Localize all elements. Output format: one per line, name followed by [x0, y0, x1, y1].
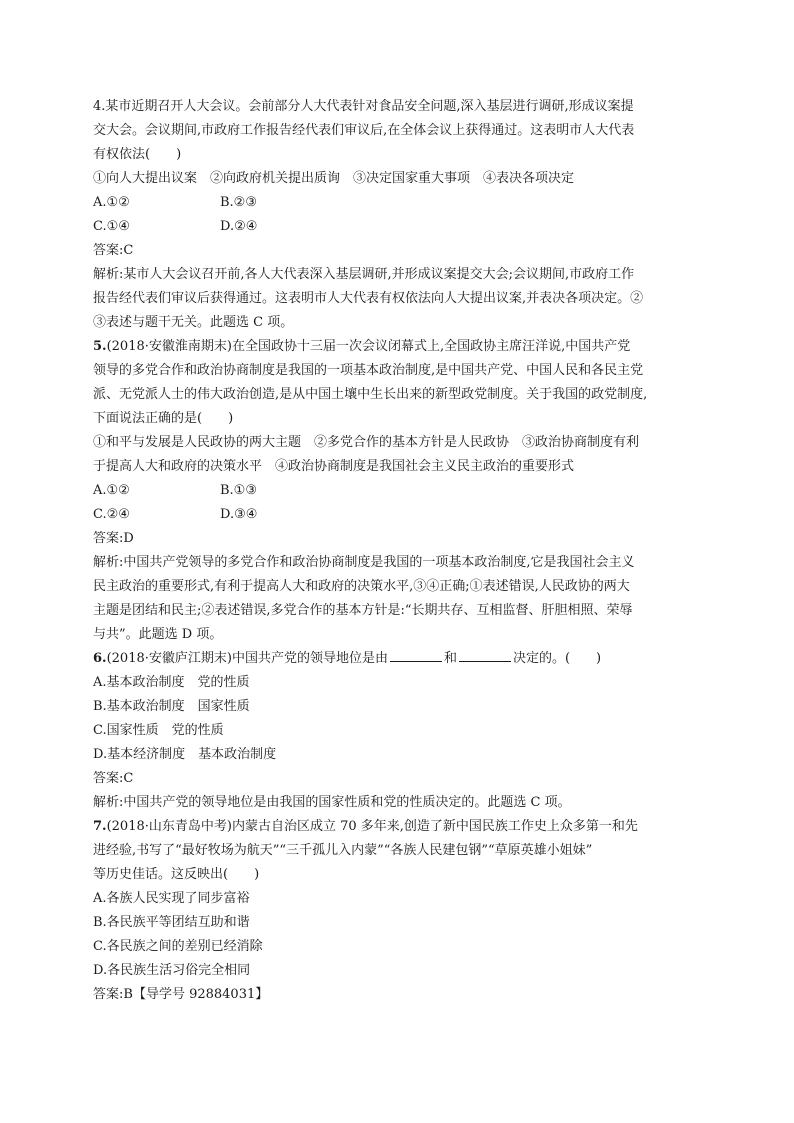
answer: 答案:D [93, 531, 134, 546]
option-a: A.各族人民实现了同步富裕 [93, 891, 250, 906]
option-b: B.各民族平等团结互助和谐 [93, 915, 250, 930]
question-stem-text: (2018·安徽庐江期末)中国共产党的领导地位是由 [106, 651, 388, 666]
question-stem-line [93, 647, 705, 671]
question-6 [93, 647, 705, 815]
question-5 [93, 335, 705, 647]
fill-blank [459, 647, 511, 662]
analysis-line: ③表述与题干无关。此题选 C 项。 [93, 315, 294, 330]
options-row [93, 191, 705, 215]
question-stem-line: 下面说法正确的是( ) [93, 411, 234, 426]
option-c: C.国家性质 党的性质 [93, 723, 224, 738]
question-items: ①向人大提出议案 ②向政府机关提出质询 ③决定国家重大事项 ④表决各项决定 [93, 171, 575, 186]
fill-blank [390, 647, 442, 662]
options-row [93, 503, 705, 527]
guide-number: 【导学号 92884031】 [132, 987, 269, 1002]
question-number: 6. [93, 651, 107, 666]
option-c: C.各民族之间的差别已经消除 [93, 939, 263, 954]
question-stem-line: 进经验,书写了“最好牧场为航天”“三千孤儿入内蒙”“各族人民建包钢”“草原英雄小姐妹” [93, 843, 593, 858]
question-items: ①和平与发展是人民政协的两大主题 ②多党合作的基本方针是人民政协 ③政治协商制度有利 [93, 435, 640, 450]
analysis-line: 与共”。此题选 D 项。 [93, 627, 223, 642]
option-c: C.②④ [93, 507, 130, 522]
question-items: 于提高人大和政府的决策水平 ④政治协商制度是我国社会主义民主政治的重要形式 [93, 459, 575, 474]
question-stem-line [93, 335, 705, 359]
analysis-line: 解析:中国共产党领导的多党合作和政治协商制度是我国的一项基本政治制度,它是我国社会主义 [93, 555, 635, 570]
analysis-line: 主题是团结和民主;②表述错误,多党合作的基本方针是:“长期共存、互相监督、肝胆相照、荣辱 [93, 603, 633, 618]
question-number: 7. [93, 819, 107, 834]
analysis-line: 报告经代表们审议后获得通过。这表明市人大代表有权依法向人大提出议案,并表决各项决定。② [93, 291, 644, 306]
answer [93, 983, 705, 1007]
options-row [93, 479, 705, 503]
option-a: A.①② [93, 483, 130, 498]
answer-text: 答案:B [93, 987, 133, 1002]
answer: 答案:C [93, 243, 134, 258]
question-stem-text: (2018·山东青岛中考)内蒙古自治区成立 70 多年来,创造了新中国民族工作史上众多第一和先 [106, 819, 638, 834]
question-7 [93, 815, 705, 1007]
question-stem-line: 派、无党派人士的伟大政治创造,是从中国土壤中生长出来的新型政党制度。关于我国的政党制度, [93, 387, 648, 402]
option-d: D.基本经济制度 基本政治制度 [93, 747, 277, 762]
question-stem-line [93, 815, 705, 839]
question-4 [93, 95, 705, 335]
question-stem-text: (2018·安徽淮南期末)在全国政协十三届一次会议闭幕式上,全国政协主席汪洋说,中国共产党 [106, 339, 631, 354]
analysis-line: 民主政治的重要形式,有利于提高人大和政府的决策水平,③④正确;①表述错误,人民政协的两大 [93, 579, 630, 594]
option-c: C.①④ [93, 219, 130, 234]
question-stem-text: 决定的。( ) [512, 651, 602, 666]
option-a: A.基本政治制度 党的性质 [93, 675, 250, 690]
question-stem-line: 有权依法( ) [93, 147, 182, 162]
question-stem-line: 等历史佳话。这反映出( ) [93, 867, 260, 882]
options-row [93, 215, 705, 239]
question-stem-line: 交大会。会议期间,市政府工作报告经代表们审议后,在全体会议上获得通过。这表明市人大代表 [93, 123, 635, 138]
question-stem-text: 和 [443, 651, 457, 666]
document-page [93, 95, 705, 1007]
answer: 答案:C [93, 771, 134, 786]
question-stem-line: 4.某市近期召开人大会议。会前部分人大代表针对食品安全问题,深入基层进行调研,形成议案提 [93, 99, 634, 114]
option-b: B.①③ [220, 483, 257, 498]
option-d: D.②④ [220, 219, 258, 234]
option-d: D.③④ [220, 507, 258, 522]
analysis-line: 解析:中国共产党的领导地位是由我国的国家性质和党的性质决定的。此题选 C 项。 [93, 795, 571, 810]
option-d: D.各民族生活习俗完全相同 [93, 963, 251, 978]
option-b: B.②③ [220, 195, 257, 210]
analysis-line: 解析:某市人大会议召开前,各人大代表深入基层调研,并形成议案提交大会;会议期间,市政府工作 [93, 267, 635, 282]
option-b: B.基本政治制度 国家性质 [93, 699, 250, 714]
question-number: 5. [93, 339, 107, 354]
option-a: A.①② [93, 195, 130, 210]
question-stem-line: 领导的多党合作和政治协商制度是我国的一项基本政治制度,是中国共产党、中国人民和各民主党 [93, 363, 644, 378]
